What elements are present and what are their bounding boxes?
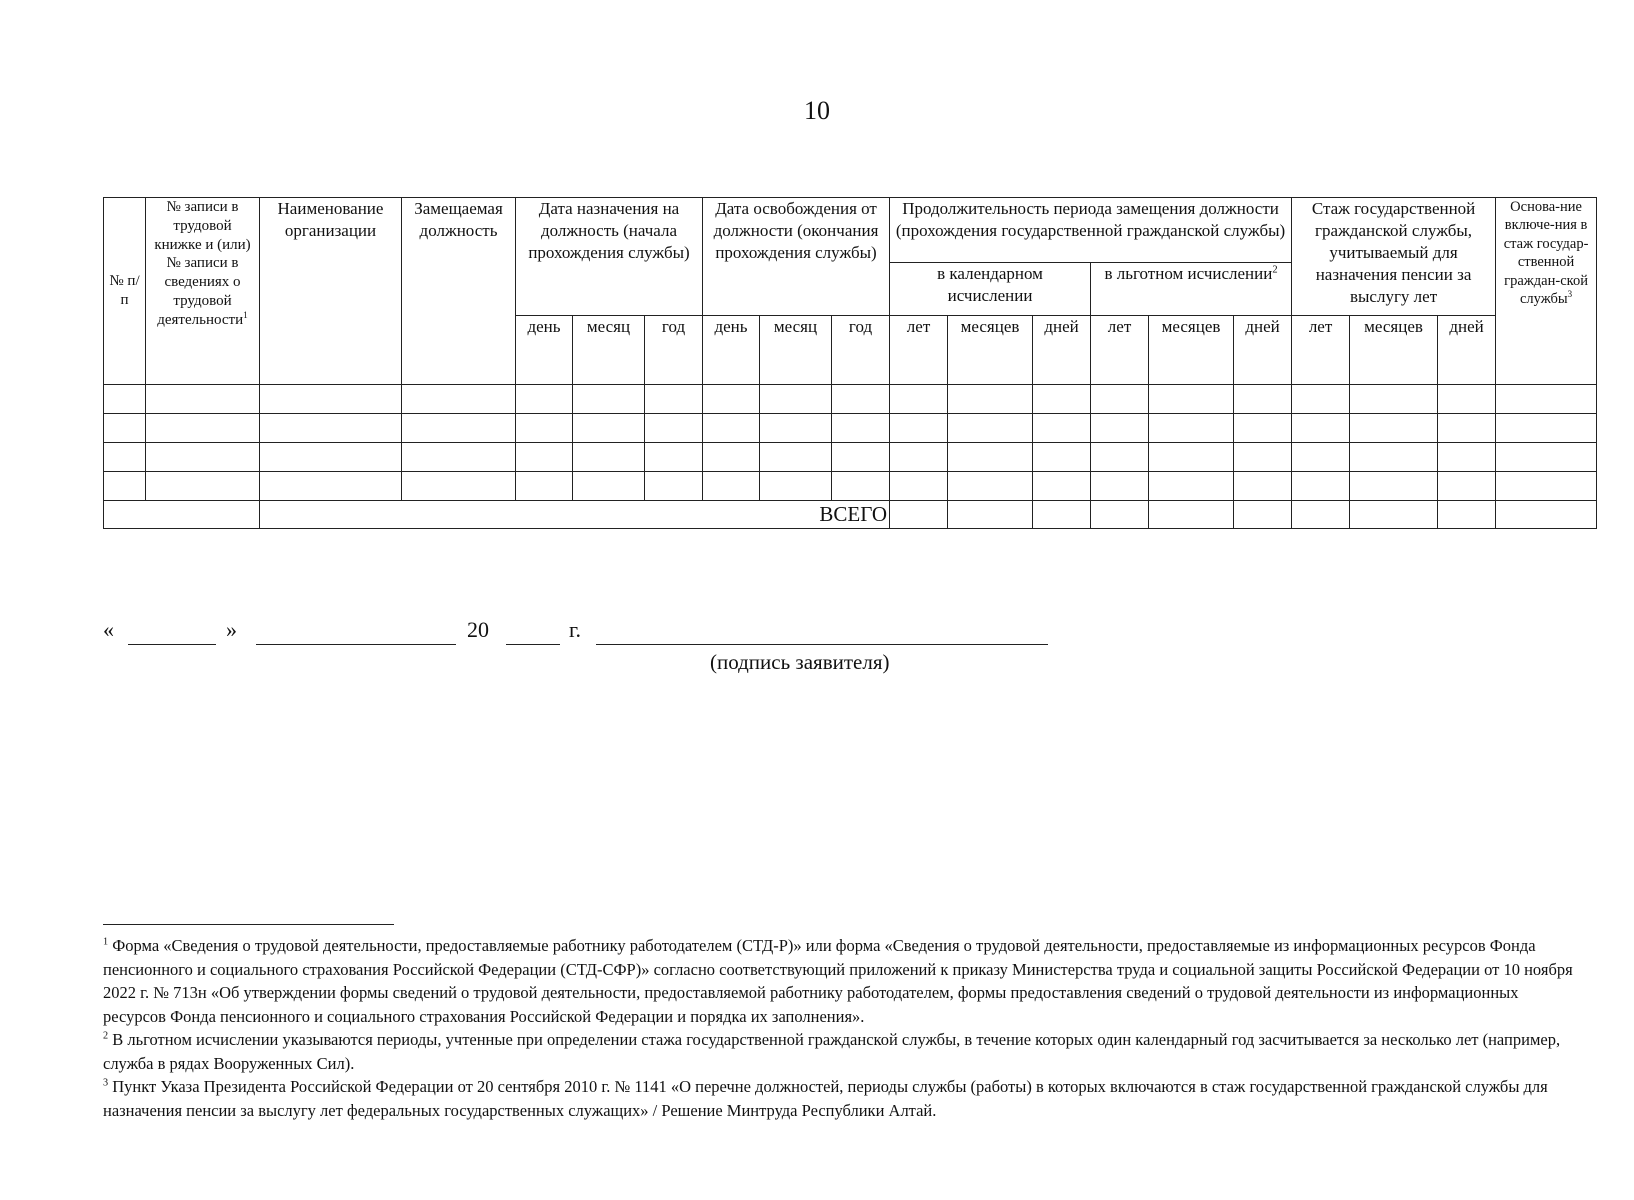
header-preferential-text: в льготном исчислении bbox=[1104, 264, 1273, 283]
total-label: ВСЕГО bbox=[260, 501, 890, 529]
header-calendar: в календарном исчислении bbox=[890, 263, 1091, 316]
footnote-mark: 3 bbox=[103, 1077, 109, 1089]
footnote-1 bbox=[103, 934, 1583, 1028]
footnote-3 bbox=[103, 1075, 1583, 1122]
service-record-table bbox=[103, 197, 1597, 529]
subheader-month: месяц bbox=[760, 316, 832, 385]
total-row bbox=[104, 501, 1597, 529]
header-num: № п/п bbox=[104, 198, 146, 385]
subheader-days: дней bbox=[1033, 316, 1091, 385]
header-basis bbox=[1496, 198, 1597, 385]
footnote-text: Пункт Указа Президента Российской Федерации от 20 сентября 2010 г. № 1141 «О перечне должностей, периоды службы (работы) в которых включаются в стаж государственной гражданской службы для назначения пенсии за выслугу лет федеральных государственных служащих» / Решение Минтруда Республики Алтай. bbox=[103, 1077, 1548, 1120]
subheader-days: дней bbox=[1234, 316, 1292, 385]
header-basis-text: Основа-ние включе-ния в стаж государ-ственной граждан-ской службы bbox=[1503, 199, 1589, 308]
subheader-years: лет bbox=[1091, 316, 1149, 385]
subheader-day: день bbox=[703, 316, 760, 385]
signature-caption: (подпись заявителя) bbox=[710, 650, 890, 674]
year-prefix: 20 bbox=[467, 617, 489, 642]
footnote-2 bbox=[103, 1028, 1583, 1075]
subheader-days: дней bbox=[1438, 316, 1496, 385]
header-appointment-date: Дата назначения на должность (начала прохождения службы) bbox=[516, 198, 703, 316]
footnote-ref-1: 1 bbox=[243, 310, 248, 321]
footnotes bbox=[103, 934, 1583, 1122]
subheader-year: год bbox=[832, 316, 890, 385]
header-preferential bbox=[1091, 263, 1292, 316]
subheader-months: месяцев bbox=[1149, 316, 1234, 385]
subheader-year: год bbox=[645, 316, 703, 385]
header-duration: Продолжительность периода замещения должности (прохождения государственной гражданской службы) bbox=[890, 198, 1292, 263]
table-row bbox=[104, 472, 1597, 501]
header-record-text: № записи в трудовой книжке и (или) № записи в сведениях о трудовой деятельности bbox=[154, 199, 251, 328]
quote-open: « bbox=[103, 617, 114, 642]
day-blank bbox=[128, 644, 216, 645]
page-number: 10 bbox=[804, 96, 830, 125]
header-release-date: Дата освобождения от должности (окончания прохождения службы) bbox=[703, 198, 890, 316]
footnote-text: В льготном исчислении указываются периоды, учтенные при определении стажа государственной гражданской службы, в течение которых один календарный год засчитывается за несколько лет (например, служба в рядах Вооруженных Сил). bbox=[103, 1030, 1561, 1073]
table-row bbox=[104, 385, 1597, 414]
table-row bbox=[104, 443, 1597, 472]
header-record bbox=[146, 198, 260, 385]
subheader-years: лет bbox=[890, 316, 948, 385]
year-blank bbox=[506, 644, 560, 645]
subheader-months: месяцев bbox=[1350, 316, 1438, 385]
footnote-ref-3: 3 bbox=[1567, 289, 1573, 300]
footnote-mark: 1 bbox=[103, 936, 109, 948]
footnote-ref-2: 2 bbox=[1272, 264, 1278, 276]
subheader-years: лет bbox=[1292, 316, 1350, 385]
header-position: Замещаемая должность bbox=[402, 198, 516, 385]
month-blank bbox=[256, 644, 456, 645]
footnote-text: Форма «Сведения о трудовой деятельности, предоставляемые работнику работодателем (СТД-Р)» или форма «Сведения о трудовой деятельности, предоставляемые из информационных ресурсов Фонда пенсионного и социального страхования Российской Федерации (СТД-СФР)» согласно соответствующий приложений к приказу Министерства труда и социальной защиты Российской Федерации от 10 ноября 2022 г. № 713н «Об утверждении формы сведений о трудовой деятельности, предоставляемой работнику работодателем, формы предоставления сведений о трудовой деятельности из информационных ресурсов Фонда пенсионного и социального страхования Российской Федерации и порядка их заполнения». bbox=[103, 936, 1573, 1026]
subheader-month: месяц bbox=[573, 316, 645, 385]
subheader-day: день bbox=[516, 316, 573, 385]
footnote-mark: 2 bbox=[103, 1030, 109, 1042]
header-stazh: Стаж государственной гражданской службы, учитываемый для назначения пенсии за выслугу лет bbox=[1292, 198, 1496, 316]
quote-close: » bbox=[226, 617, 237, 642]
header-organization: Наименование организации bbox=[260, 198, 402, 385]
subheader-months: месяцев bbox=[948, 316, 1033, 385]
signature-blank bbox=[596, 644, 1048, 645]
table-row bbox=[104, 414, 1597, 443]
footnote-separator bbox=[103, 924, 394, 925]
year-suffix: г. bbox=[569, 617, 582, 642]
